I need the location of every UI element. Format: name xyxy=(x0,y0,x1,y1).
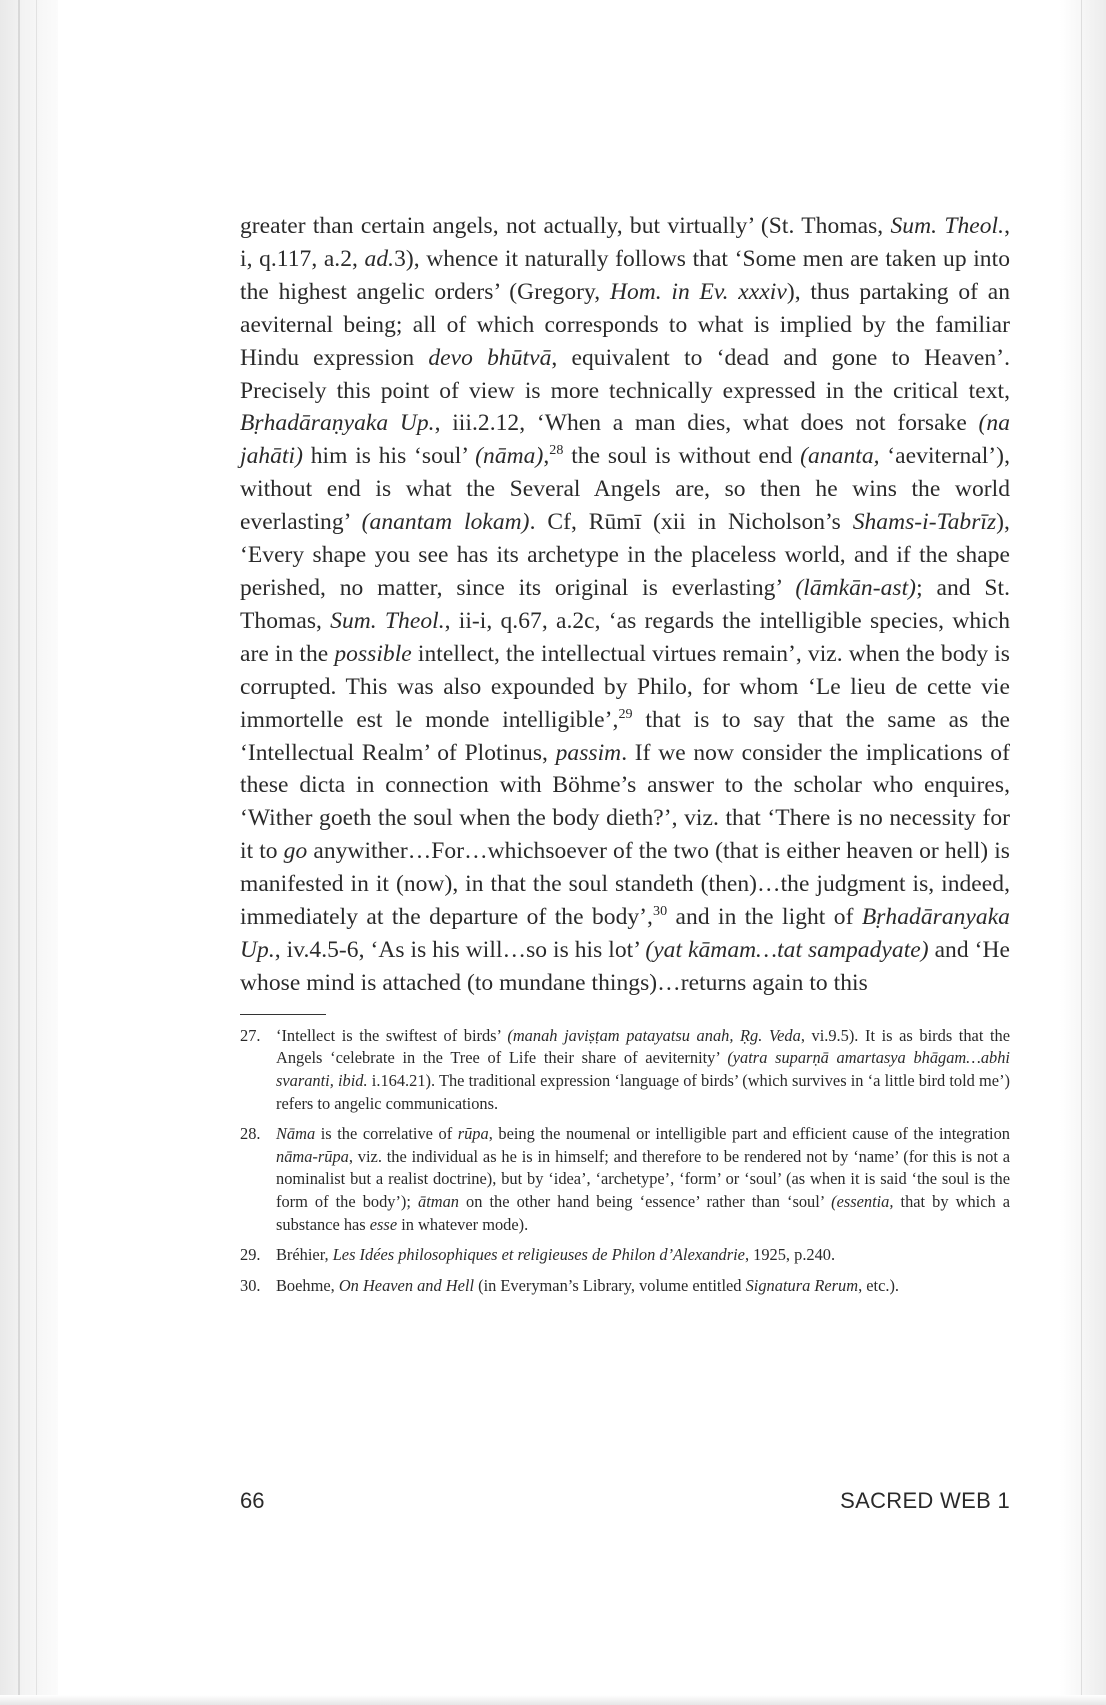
text-block xyxy=(240,210,1010,1305)
footnote-text: ‘Intellect is the swiftest of birds’ (manah javiṣṭam patayatsu anah, Ṛg. Veda, vi.9.5). It is as birds that the Angels ‘celebrate in the Tree of Life their share of aeviternity’ (yatra suparṇā amartasya bhāgam…abhi svaranti, ibid. i.164.21). The traditional expression ‘language of birds’ (which survives in ‘a little bird told me’) refers to angelic communications. xyxy=(276,1025,1011,1113)
footnote-rule xyxy=(240,1014,326,1015)
page-gutter-shadow xyxy=(0,0,58,1705)
footnote-text: Boehme, On Heaven and Hell (in Everyman’s Library, volume entitled Signatura Rerum, etc.). xyxy=(276,1275,900,1295)
footnote-number: 29. xyxy=(240,1245,261,1265)
page-number: 66 xyxy=(240,1488,265,1513)
footnotes xyxy=(240,1025,1010,1298)
body-paragraph: greater than certain angels, not actually, but virtually’ (St. Thomas, Sum. Theol., i, q.117, a.2, ad.3), whence it naturally follows that ‘Some men are taken up into the highest angelic orders’ (Gregory, Hom. in Ev. xxxiv), thus partaking of an aeviternal being; all of which corresponds to what is implied by the familiar Hindu expression devo bhūtvā, equivalent to ‘dead and gone to Heaven’. Precisely this point of view is more technically expressed in the critical text, Bṛhadāraṇyaka Up., iii.2.12, ‘When a man dies, what does not forsake (na jahāti) him is his ‘soul’ (nāma),$^{28}$ the soul is without end (ananta, ‘aeviternal’), without end is what the Several Angels are, so then he wins the world everlasting’ (anantam lokam). Cf, Rūmī (xii in Nicholson’s Shams-i-Tabrīz), ‘Every shape you see has its archetype in the placeless world, and if the shape perished, no matter, since its original is everlasting’ (lāmkān-ast); and St. Thomas, Sum. Theol., ii-i, q.67, a.2c, ‘as regards the intelligible species, which are in the possible intellect, the intellectual virtues remain’, viz. when the body is corrupted. This was also expounded by Philo, for whom ‘Le lieu de cette vie immortelle est le monde intelligible’,$^{29}$ that is to say that the same as the ‘Intellectual Realm’ of Plotinus, passim. If we now consider the implications of these dicta in connection with Böhme’s answer to the scholar who enquires, ‘Wither goeth the soul when the body dieth?’, viz. that ‘There is no necessity for it to go anywither…For…whichsoever of the two (that is either heaven or hell) is manifested in it (now), in that the soul standeth (then)…the judgment is, indeed, immediately at the departure of the body’,$^{30}$ and in the light of Bṛhadāranyaka Up., iv.4.5-6, ‘As is his will…so is his lot’ (yat kāmam…tat sampadyate) and ‘He whose mind is attached (to mundane things)…returns again to this xyxy=(240,213,1011,996)
body-text xyxy=(240,210,1010,1000)
footnote-30 xyxy=(240,1275,1010,1298)
footnote-28 xyxy=(240,1123,1010,1236)
footnote-27 xyxy=(240,1025,1010,1115)
footnote-number: 27. xyxy=(240,1025,261,1045)
page-edge-shadow xyxy=(1060,0,1106,1705)
footnote-text: Nāma is the correlative of rūpa, being the noumenal or intelligible part and efficient cause of the integration nāma-rūpa, viz. the individual as he is in himself; and therefore to be rendered not by ‘name’ (for this is not a nominalist but a realist doctrine), but by ‘idea’, ‘archetype’, ‘form’ or ‘soul’ (as when it is said ‘the soul is the form of the body’); ātman on the other hand being ‘essence’ rather than ‘soul’ (essentia, that by which a substance has esse in whatever mode). xyxy=(276,1124,1010,1234)
footnote-29 xyxy=(240,1244,1010,1267)
footnote-text: Bréhier, Les Idées philosophiques et religieuses de Philon d’Alexandrie, 1925, p.240. xyxy=(276,1245,836,1265)
footnote-number: 28. xyxy=(240,1124,261,1144)
running-footer: SACRED WEB 1 xyxy=(840,1488,1010,1513)
footnote-number: 30. xyxy=(240,1275,261,1295)
page-bottom-shadow xyxy=(0,1695,1106,1705)
